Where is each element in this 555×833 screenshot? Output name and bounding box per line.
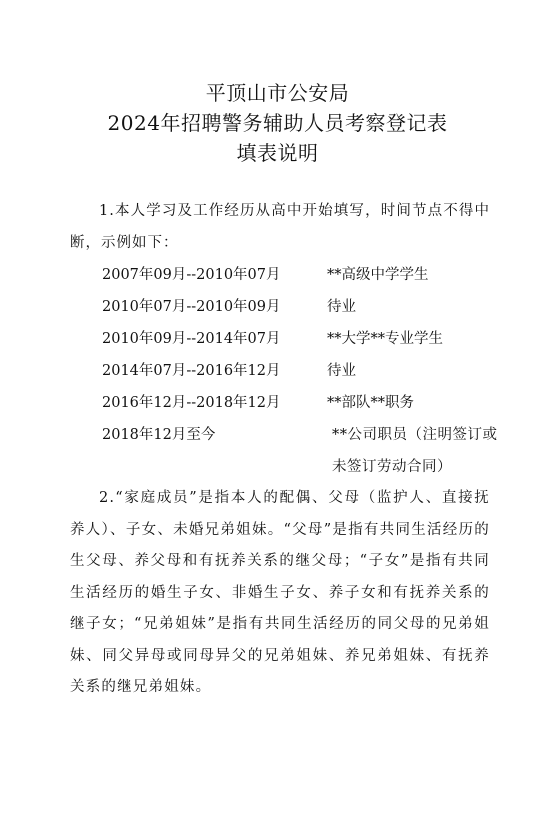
- timeline-description: **部队**职务: [327, 395, 414, 411]
- title-organization: 平顶山市公安局: [205, 81, 350, 105]
- timeline-description: 待业: [327, 299, 356, 315]
- timeline-row: [70, 323, 490, 355]
- timeline-description: **公司职员（注明签订或未签订劳动合同）: [332, 427, 498, 475]
- timeline-row: [70, 419, 498, 483]
- instruction-2-family-members: 2.“家庭成员”是指本人的配偶、父母（监护人、直接抚养人）、子女、未婚兄弟姐妹。“父母”是指有共同生活经历的生父母、养父母和有抚养关系的继父母；“子女”是指有共同生活经历的婚生子女、非婚生子女、养子女和有抚养关系的继子女；“兄弟姐妹”是指有共同生活经历的同父母的兄弟姐妹、同父异母或同母异父的兄弟姐妹、养兄弟姐妹、有抚养关系的继兄弟姐妹。: [70, 490, 490, 695]
- timeline-description: 待业: [327, 363, 356, 379]
- title-instructions: 填表说明: [236, 141, 319, 165]
- timeline-row: [70, 259, 490, 291]
- timeline-period: 2007年09月--2010年07月: [102, 267, 281, 283]
- timeline-description: **高级中学学生: [327, 267, 429, 283]
- timeline-period: 2014年07月--2016年12月: [102, 363, 281, 379]
- timeline-description: **大学**专业学生: [327, 331, 443, 347]
- document-title: [0, 78, 555, 168]
- instruction-1-intro: 1.本人学习及工作经历从高中开始填写，时间节点不得中断，示例如下：: [70, 203, 490, 251]
- timeline-period: 2010年09月--2014年07月: [102, 331, 281, 347]
- timeline-row: [70, 291, 490, 323]
- timeline-row: [70, 355, 490, 387]
- title-form-name: 2024年招聘警务辅助人员考察登记表: [107, 111, 448, 135]
- timeline-period: 2018年12月至今: [102, 427, 216, 443]
- instructions-body: [70, 195, 498, 704]
- timeline-period: 2010年07月--2010年09月: [102, 299, 281, 315]
- timeline-period: 2016年12月--2018年12月: [102, 395, 281, 411]
- timeline-row: [70, 387, 490, 419]
- example-timeline: [70, 259, 498, 483]
